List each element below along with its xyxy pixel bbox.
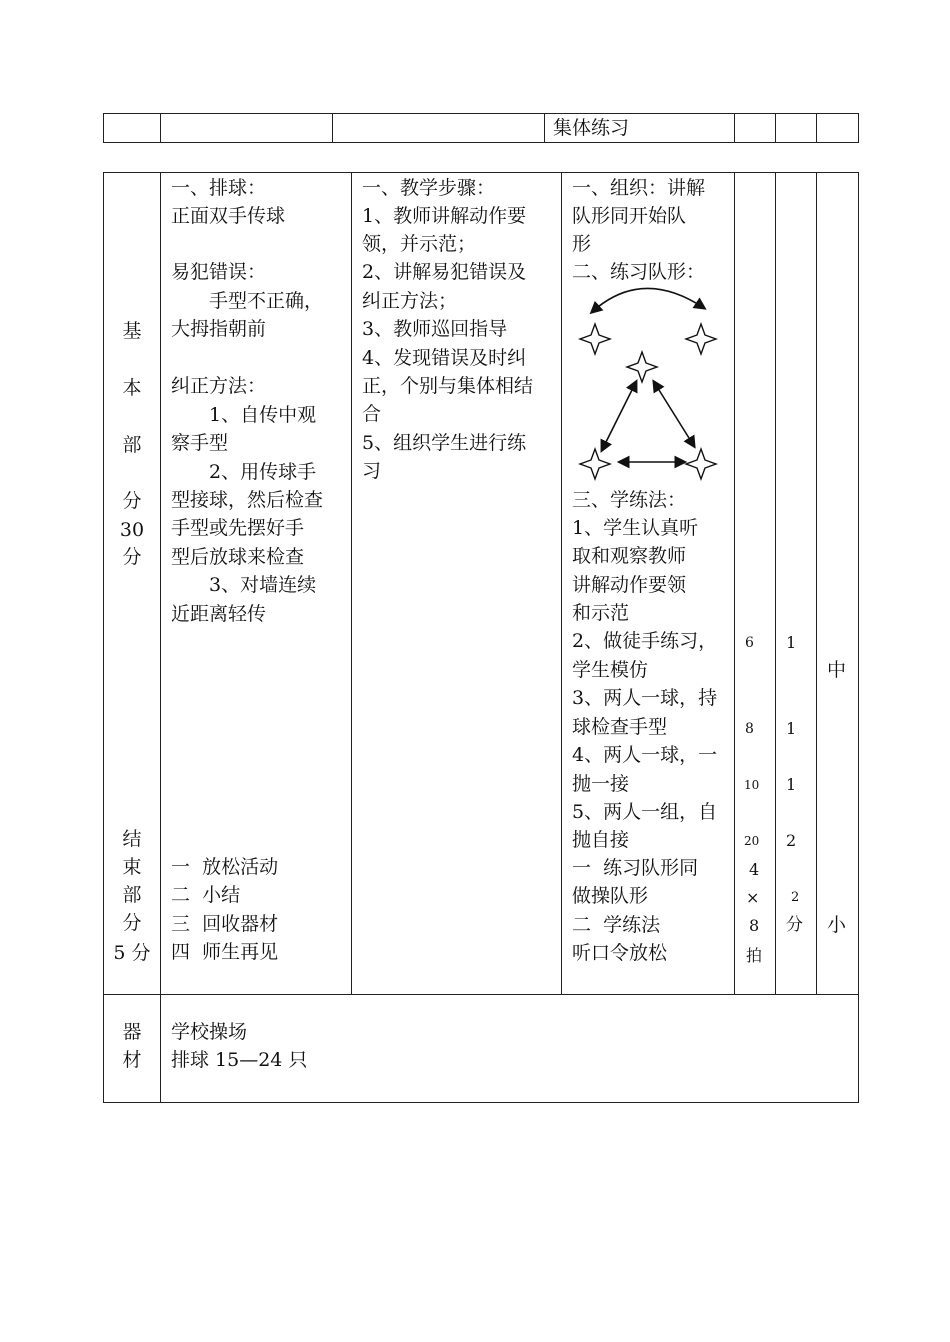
student-line: 做操队形 — [572, 885, 649, 907]
top-row-divider — [332, 113, 333, 143]
count-value: 2 — [786, 831, 797, 850]
student-line: 三、学练法： — [572, 489, 687, 511]
top-row-divider — [858, 113, 859, 143]
content-line: 正面双手传球 — [171, 205, 286, 227]
time-value: 8 — [745, 721, 754, 737]
section-label-char: 分 — [122, 490, 142, 512]
main-table-col-divider — [816, 172, 817, 995]
end-content-line: 四 师生再见 — [171, 941, 279, 963]
top-row-border-bottom — [103, 142, 859, 143]
main-table-col-divider — [351, 172, 352, 995]
student-line: 形 — [572, 233, 592, 255]
student-line: 听口令放松 — [572, 942, 668, 964]
teacher-line: 习 — [362, 460, 382, 482]
top-row-divider — [775, 113, 776, 143]
time-value: 6 — [745, 635, 754, 651]
student-line: 一 练习队形同 — [572, 857, 699, 879]
time-value: 拍 — [746, 946, 763, 965]
content-line: 手型或先摆好手 — [171, 517, 305, 539]
student-line: 抛一接 — [572, 773, 630, 795]
time-value: 10 — [744, 778, 760, 792]
basic-part-time-unit: 分 — [122, 546, 142, 568]
main-table-col-divider — [160, 172, 161, 1103]
end-content-line: 一 放松活动 — [171, 856, 279, 878]
student-line: 讲解动作要领 — [572, 574, 687, 596]
section-label-char: 部 — [122, 434, 142, 456]
section-label-char: 束 — [122, 856, 142, 878]
double-arrow — [602, 382, 636, 450]
star-icon — [686, 324, 716, 354]
section-label-char: 分 — [122, 912, 142, 934]
curved-double-arrow — [592, 288, 704, 312]
content-line: 3、对墙连续 — [171, 574, 317, 596]
time-value: 8 — [749, 916, 760, 935]
content-line: 型后放球来检查 — [171, 546, 305, 568]
content-line: 1、自传中观 — [171, 404, 317, 426]
equipment-line: 排球 15—24 只 — [171, 1049, 308, 1071]
equipment-line: 学校操场 — [171, 1021, 248, 1043]
section-label-char: 本 — [122, 377, 142, 399]
student-line: 4、两人一球，一 — [572, 744, 718, 766]
intensity-value: 小 — [827, 914, 847, 936]
top-row-activity: 集体练习 — [553, 117, 630, 139]
content-line: 2、用传球手 — [171, 461, 317, 483]
star-icon — [580, 449, 610, 479]
teacher-line: 领，并示范； — [362, 233, 477, 255]
student-line: 3、两人一球，持 — [572, 687, 718, 709]
student-line: 队形同开始队 — [572, 205, 687, 227]
student-line: 一、组织：讲解 — [572, 177, 706, 199]
star-icon — [686, 449, 716, 479]
content-line: 型接球，然后检查 — [171, 489, 324, 511]
top-row-border-top — [103, 113, 859, 114]
content-line: 近距离轻传 — [171, 603, 267, 625]
section-label-char: 结 — [122, 828, 142, 850]
content-line: 察手型 — [171, 432, 229, 454]
count-value: 1 — [786, 775, 797, 794]
intensity-value: 中 — [827, 659, 847, 681]
student-line: 和示范 — [572, 602, 630, 624]
student-line: 二 学练法 — [572, 914, 661, 936]
student-line: 1、学生认真听 — [572, 517, 699, 539]
student-line: 取和观察教师 — [572, 545, 687, 567]
formation-diagram — [562, 282, 734, 482]
content-line: 手型不正确， — [171, 290, 324, 312]
main-table-border-right — [858, 172, 859, 1103]
content-line: 纠正方法： — [171, 375, 267, 397]
teacher-line: 合 — [362, 403, 382, 425]
teacher-line: 3、教师巡回指导 — [362, 318, 508, 340]
section-label-char: 部 — [122, 884, 142, 906]
time-value: × — [746, 888, 760, 907]
count-value: 2 — [791, 890, 800, 905]
teacher-line: 2、讲解易犯错误及 — [362, 261, 527, 283]
main-table-row-separator — [103, 994, 859, 995]
section-label-char: 材 — [122, 1049, 142, 1071]
main-table-col-divider — [775, 172, 776, 995]
teacher-line: 正，个别与集体相结 — [362, 375, 534, 397]
end-content-line: 三 回收器材 — [171, 913, 279, 935]
section-label-char: 基 — [122, 320, 142, 342]
time-value: 20 — [744, 834, 760, 848]
student-line: 学生模仿 — [572, 659, 649, 681]
top-row-divider — [816, 113, 817, 143]
student-line: 抛自接 — [572, 829, 630, 851]
end-content-line: 二 小结 — [171, 884, 241, 906]
double-arrow — [654, 382, 694, 446]
top-row-divider — [734, 113, 735, 143]
teacher-line: 5、组织学生进行练 — [362, 432, 527, 454]
count-unit: 分 — [786, 915, 803, 935]
content-line: 易犯错误： — [171, 261, 267, 283]
top-row-divider — [544, 113, 545, 143]
section-label-char: 器 — [122, 1021, 142, 1043]
count-value: 1 — [786, 633, 797, 652]
student-line: 2、做徒手练习， — [572, 630, 718, 652]
time-value: 4 — [749, 860, 760, 879]
student-line: 二、练习队形： — [572, 261, 706, 283]
star-icon — [580, 324, 610, 354]
main-table-col-divider — [734, 172, 735, 995]
teacher-line: 一、教学步骤： — [362, 177, 496, 199]
count-value: 1 — [786, 719, 797, 738]
teacher-line: 1、教师讲解动作要 — [362, 205, 527, 227]
star-icon — [627, 352, 657, 382]
main-table-border-top — [103, 172, 859, 173]
teacher-line: 4、发现错误及时纠 — [362, 347, 527, 369]
student-line: 5、两人一组，自 — [572, 801, 718, 823]
content-line: 大拇指朝前 — [171, 318, 267, 340]
end-part-time: 5 分 — [113, 942, 151, 964]
content-line: 一、排球： — [171, 177, 267, 199]
teacher-line: 纠正方法； — [362, 290, 458, 312]
top-row-divider — [160, 113, 161, 143]
top-row-divider — [103, 113, 104, 143]
main-table-border-bottom — [103, 1102, 859, 1103]
basic-part-time: 30 — [119, 519, 145, 541]
student-line: 球检查手型 — [572, 716, 668, 738]
